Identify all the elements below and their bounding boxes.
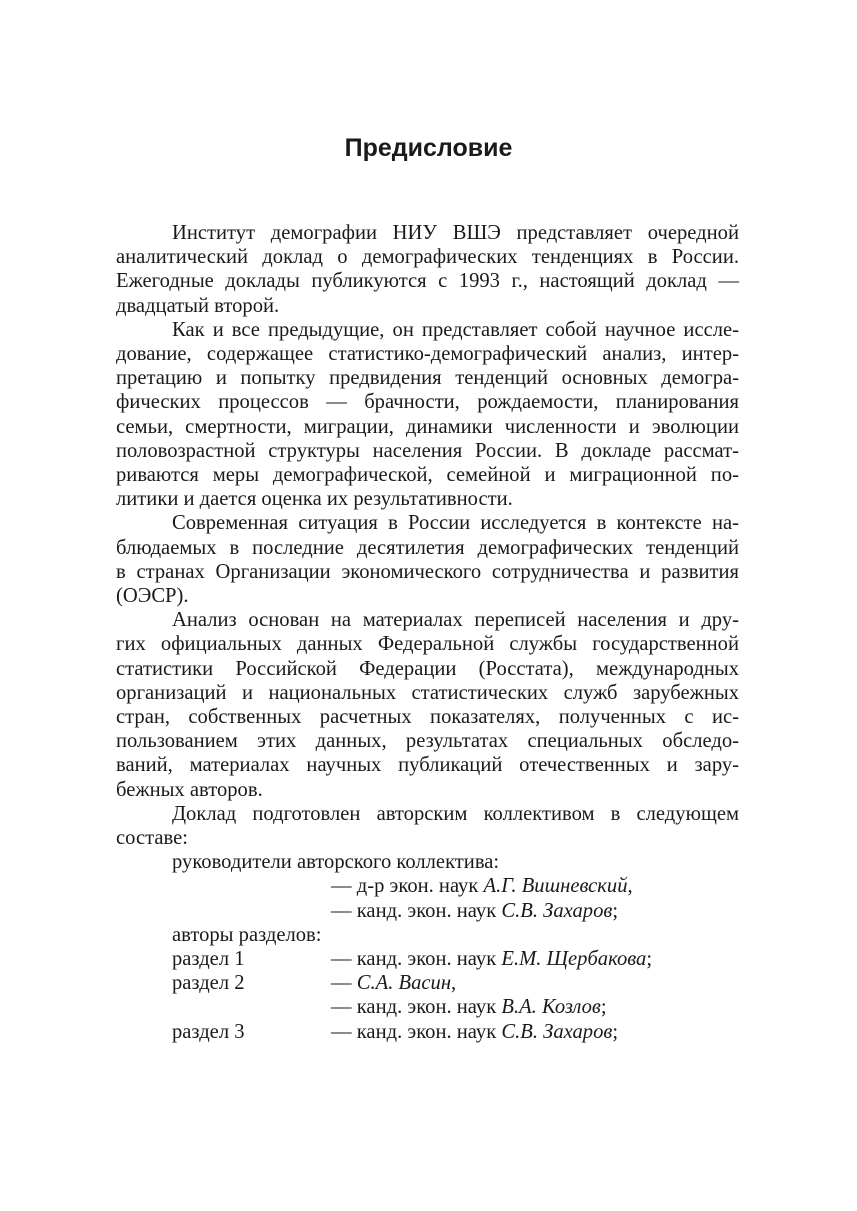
text-line: организаций и национальных статистических служб зарубежных — [116, 681, 739, 704]
section-entry — [116, 995, 739, 1019]
entry-punctuation: ; — [646, 948, 653, 971]
section-label: раздел 3 — [172, 1020, 245, 1043]
body-text — [116, 221, 739, 1044]
paragraph-sources — [116, 608, 739, 802]
authors-label-line — [116, 923, 739, 947]
text-line: Доклад подготовлен авторским коллективом в следующем — [172, 802, 739, 825]
paragraph-context — [116, 511, 739, 608]
text-line: блюдаемых в последние десятилетия демографических тенденций — [116, 536, 739, 559]
text-line: стран, собственных расчетных показателях, полученных с ис- — [116, 706, 739, 729]
section-label: раздел 2 — [172, 972, 245, 995]
entry-punctuation: ; — [612, 1020, 619, 1043]
degree-prefix: — канд. экон. наук — [331, 1020, 502, 1043]
author-name: В.А. Козлов — [501, 996, 601, 1019]
text-line: ваний, материалах научных публикаций отечественных и зару- — [116, 754, 739, 777]
author-name: С.А. Васин — [356, 972, 452, 995]
text-line: претацию и попытку предвидения тенденций основных демогра- — [116, 367, 739, 390]
text-line: дование, содержащее статистико-демографический анализ, интер- — [116, 343, 739, 366]
author-name: С.В. Захаров — [501, 1020, 613, 1043]
text-line: Современная ситуация в России исследуется в контексте на- — [172, 512, 739, 535]
page-title: Предисловие — [344, 134, 513, 162]
author-name: Е.М. Щербакова — [501, 948, 647, 971]
text-line: в странах Организации экономического сотрудничества и развития — [116, 560, 739, 583]
text-line: (ОЭСР). — [116, 585, 189, 608]
text-line: Как и все предыдущие, он представляет собой научное иссле- — [172, 318, 739, 341]
entry-punctuation: , — [451, 972, 457, 995]
text-line: гих официальных данных Федеральной службы государственной — [116, 633, 739, 656]
entry-punctuation: ; — [600, 996, 607, 1019]
entry-punctuation: ; — [612, 899, 619, 922]
text-line: литики и дается оценка их результативности. — [116, 488, 513, 511]
text-line: семьи, смертности, миграции, динамики численности и эволюции — [116, 415, 739, 438]
text-line: Институт демографии НИУ ВШЭ представляет очередной — [172, 222, 739, 244]
degree-prefix: — канд. экон. наук — [331, 899, 502, 922]
section-entry — [116, 971, 739, 995]
degree-prefix: — — [331, 972, 357, 995]
degree-prefix: — канд. экон. наук — [331, 948, 502, 971]
paragraph-scope — [116, 318, 739, 512]
text-line: Ежегодные доклады публикуются с 1993 г., настоящий доклад — — [116, 270, 739, 293]
text-line: пользованием этих данных, результатах специальных обследо- — [116, 730, 739, 753]
author-name: А.Г. Вишневский — [483, 875, 628, 898]
text-line: риваются меры демографической, семейной и миграционной по- — [116, 464, 739, 487]
text-line: аналитический доклад о демографических тенденциях в России. — [116, 246, 739, 269]
leader-entry — [116, 874, 739, 898]
text-line: бежных авторов. — [116, 778, 263, 801]
text-line: фических процессов — брачности, рождаемости, планирования — [116, 391, 739, 414]
degree-prefix: — д-р экон. наук — [331, 875, 484, 898]
section-label: раздел 1 — [172, 948, 245, 971]
section-entry — [116, 947, 739, 971]
authors-label: авторы разделов: — [172, 923, 322, 946]
author-name: С.В. Захаров — [501, 899, 613, 922]
leaders-label: руководители авторского коллектива: — [172, 851, 500, 874]
leaders-label-line — [116, 850, 739, 874]
text-line: статистики Российской Федерации (Росстата), международных — [116, 657, 739, 680]
paragraph-team — [116, 802, 739, 850]
entry-punctuation: , — [627, 875, 633, 898]
text-line: Анализ основан на материалах переписей населения и дру- — [172, 609, 739, 632]
paragraph-intro — [116, 221, 739, 318]
text-line: двадцатый второй. — [116, 294, 280, 317]
text-line: составе: — [116, 827, 188, 850]
author-composition — [116, 850, 739, 1044]
leader-entry — [116, 899, 739, 923]
degree-prefix: — канд. экон. наук — [331, 996, 502, 1019]
section-entry — [116, 1020, 739, 1044]
text-line: половозрастной структуры населения России. В докладе рассмат- — [116, 439, 739, 462]
